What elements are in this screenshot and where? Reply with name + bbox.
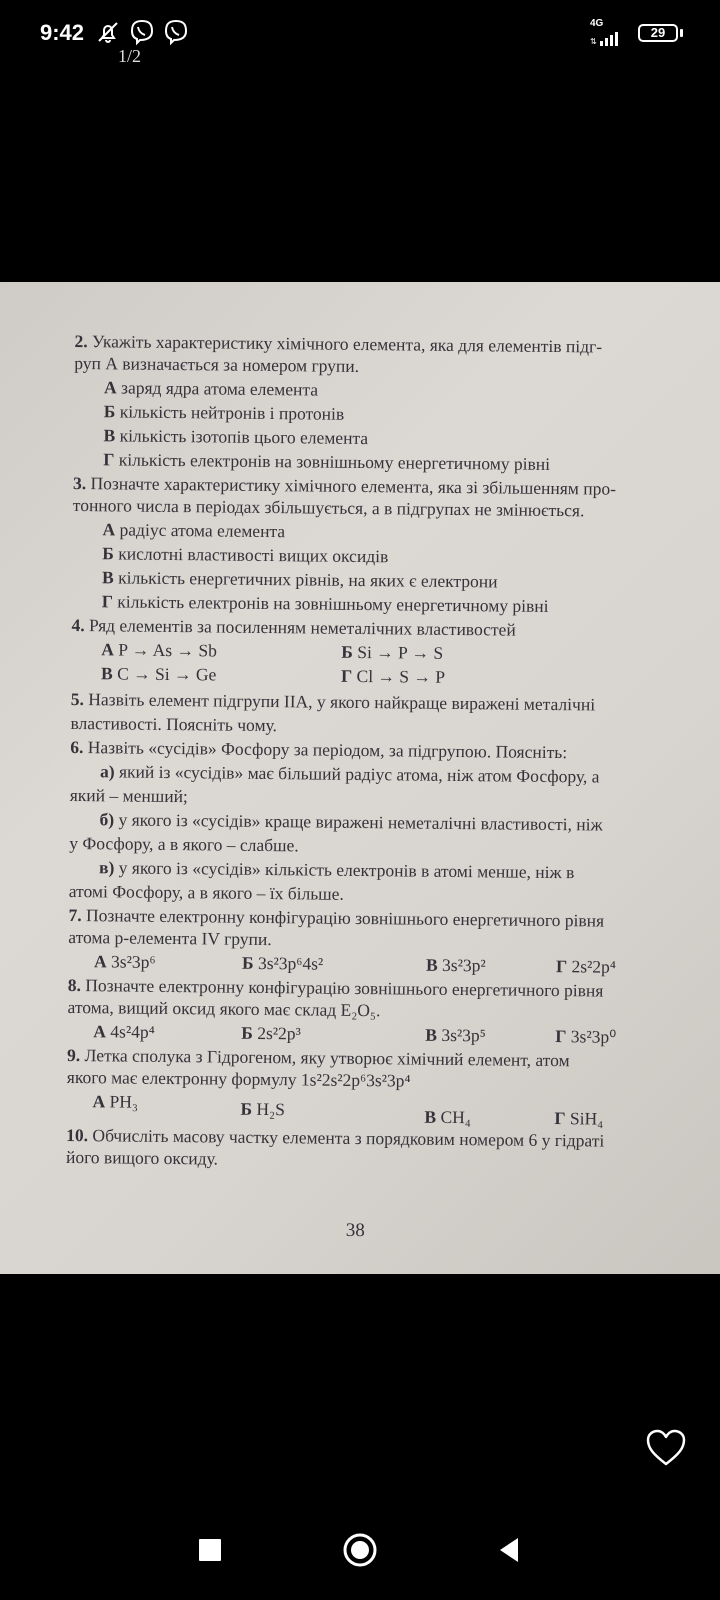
- subquestion-a-line-2: який – менший;: [69, 784, 188, 807]
- option: В CH₄: [424, 1106, 472, 1128]
- question-8: 8. Позначте електронну конфігурацію зовнішнього енергетичного рівня: [67, 974, 604, 1001]
- option: Г Cl → S → P: [340, 665, 446, 687]
- question-10-line-2: його вищого оксиду.: [65, 1146, 219, 1169]
- subquestion-b-line-2: у Фосфору, а в якого – слабше.: [69, 832, 299, 856]
- question-3-line-2: тонного числа в періодах збільшується, а в підгрупах не змінюється.: [72, 494, 585, 521]
- option: А P → As → Sb: [101, 639, 218, 661]
- option: В кількість енергетичних рівнів, на яких є електрони: [101, 567, 498, 592]
- question-6: 6. Назвіть «сусідів» Фосфору за періодом, за підгрупою. Поясніть:: [70, 736, 568, 763]
- option: Г SiH₄: [554, 1108, 604, 1129]
- back-button[interactable]: [490, 1530, 530, 1570]
- option: В 3s²3p²: [425, 954, 486, 976]
- option: Г кількість електронів на зовнішньому енергетичному рівні: [101, 591, 549, 616]
- textbook-page: [0, 282, 720, 1274]
- option: Б кількість нейтронів і протонів: [103, 401, 345, 424]
- page-number: 38: [345, 1219, 365, 1242]
- subquestion-c: в) у якого із «сусідів» кількість електронів в атомі менше, ніж в: [98, 857, 575, 883]
- question-5-line-2: властивості. Поясніть чому.: [70, 712, 278, 736]
- question-7: 7. Позначте електронну конфігурацію зовнішнього енергетичного рівня: [68, 904, 605, 931]
- svg-text:⇅: ⇅: [590, 37, 597, 46]
- option: Г кількість електронів на зовнішньому енергетичному рівні: [103, 449, 551, 474]
- status-bar: [0, 0, 720, 70]
- subquestion-a: а) який із «сусідів» має більший радіус атома, ніж атом Фосфору, а: [99, 761, 600, 787]
- option: А PH₃: [92, 1091, 139, 1112]
- recents-button[interactable]: [190, 1530, 230, 1570]
- network-type-label: 4G: [590, 18, 604, 29]
- clock: 9:42: [40, 20, 85, 45]
- dnd-off-icon: [94, 18, 122, 46]
- question-3: 3. Позначте характеристику хімічного елемента, яка зі збільшенням про-: [72, 472, 617, 499]
- option: А 3s²3p⁶: [93, 951, 156, 972]
- option: В C → Si → Ge: [100, 663, 217, 685]
- viber-icon: [162, 18, 190, 46]
- signal-strength-icon: [590, 30, 624, 46]
- option: А 4s²4p⁴: [93, 1021, 155, 1042]
- question-10: 10. Обчисліть масову частку елемента з порядковим номером 6 у гідраті: [66, 1124, 605, 1151]
- option: А заряд ядра атома елемента: [103, 377, 319, 400]
- heart-icon[interactable]: [645, 1428, 687, 1468]
- viber-icon: [128, 18, 156, 46]
- home-button[interactable]: [340, 1530, 380, 1570]
- question-7-line-2: атома p-елемента IV групи.: [68, 926, 272, 950]
- option: Б Si → P → S: [341, 641, 444, 663]
- question-9-line-2: якого має електронну формулу 1s²2s²2p⁶3s²3p⁴: [66, 1066, 411, 1091]
- option: Г 2s²2p⁴: [555, 956, 617, 977]
- question-5: 5. Назвіть елемент підгрупи IIA, у якого найкраще виражені металічні: [70, 688, 596, 715]
- question-9: 9. Летка сполука з Гідрогеном, яку утворює хімічний елемент, атом: [66, 1044, 570, 1071]
- subquestion-c-line-2: атомі Фосфору, а в якого – їх більше.: [68, 880, 344, 904]
- option: Б H₂S: [240, 1098, 286, 1120]
- option: Б 2s²2p³: [241, 1022, 301, 1044]
- question-4: 4. Ряд елементів за посиленням неметалічних властивостей: [71, 614, 516, 640]
- battery-indicator: 29: [638, 24, 678, 42]
- option: В 3s²3p⁵: [425, 1024, 486, 1046]
- page-counter: 1/2: [118, 46, 142, 66]
- option: Б 3s²3p⁶4s²: [241, 952, 324, 974]
- battery-tip: [680, 29, 683, 37]
- document-photo[interactable]: [0, 282, 720, 1274]
- question-2-line-2: руп А визначається за номером групи.: [74, 352, 360, 376]
- question-8-line-2: атома, вищий оксид якого має склад E₂O₅.: [67, 996, 381, 1021]
- option: Б кислотні властивості вищих оксидів: [102, 543, 389, 567]
- subquestion-b: б) у якого із «сусідів» краще виражені неметалічні властивості, ніж: [99, 809, 603, 835]
- option: А радіус атома елемента: [102, 519, 286, 542]
- option: В кількість ізотопів цього елемента: [103, 425, 369, 449]
- option: Г 3s²3p⁰: [555, 1026, 617, 1047]
- question-2: 2. Укажіть характеристику хімічного елемента, яка для елементів підг-: [74, 330, 603, 357]
